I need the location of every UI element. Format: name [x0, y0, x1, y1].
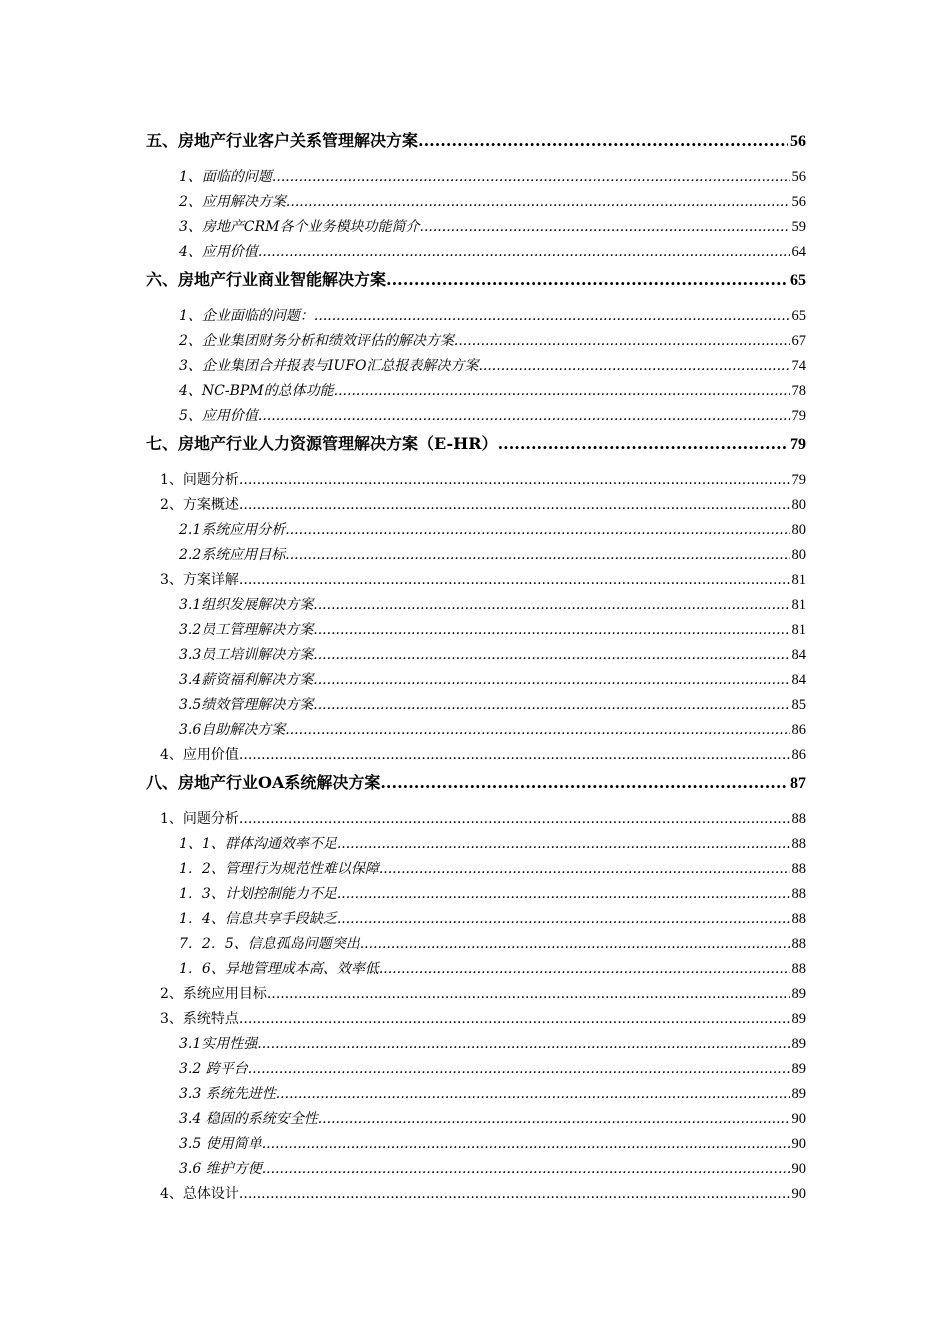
- toc-page-number: 56: [790, 133, 806, 150]
- toc-dot-leader: [285, 518, 789, 543]
- toc-page-number: 88: [791, 811, 806, 827]
- toc-entry-title: 五、房地产行业客户关系管理解决方案: [146, 131, 419, 150]
- toc-page-number: 88: [791, 861, 806, 877]
- toc-page-number: 89: [791, 986, 806, 1002]
- toc-section-entry[interactable]: [146, 404, 806, 429]
- toc-section-entry[interactable]: [146, 1132, 806, 1157]
- toc-dot-leader: [478, 354, 789, 379]
- toc-page-number: 85: [791, 697, 806, 713]
- toc-entry-title: 1、企业面临的问题：: [179, 308, 314, 324]
- toc-section-entry[interactable]: [146, 1082, 806, 1107]
- toc-section-entry[interactable]: [146, 957, 806, 982]
- toc-entry-title: 3.5 使用简单: [179, 1136, 262, 1152]
- toc-page-number: 56: [791, 169, 806, 185]
- toc-dot-leader: [276, 1082, 790, 1107]
- toc-section-entry[interactable]: [146, 165, 806, 190]
- toc-section-entry[interactable]: [146, 832, 806, 857]
- toc-page-number: 64: [791, 244, 806, 260]
- toc-entry-title: 3.6 维护方便: [179, 1161, 262, 1177]
- toc-dot-leader: [285, 718, 789, 743]
- table-of-contents: [146, 126, 806, 1207]
- toc-page-number: 88: [791, 961, 806, 977]
- toc-section-entry[interactable]: [146, 618, 806, 643]
- toc-entry-title: 七、房地产行业人力资源管理解决方案（E-HR）: [146, 434, 498, 453]
- toc-page-number: 89: [791, 1086, 806, 1102]
- toc-section-entry[interactable]: [146, 518, 806, 543]
- toc-dot-leader: [318, 1107, 790, 1132]
- toc-page-number: 90: [791, 1161, 806, 1177]
- toc-section-entry[interactable]: [146, 807, 806, 832]
- toc-entry-title: 1、1、群体沟通效率不足: [179, 836, 337, 852]
- toc-entry-title: 1、问题分析: [160, 472, 239, 488]
- toc-entry-title: 1、面临的问题: [179, 169, 272, 185]
- toc-chapter-entry[interactable]: [146, 772, 806, 794]
- toc-page-number: 59: [791, 219, 806, 235]
- toc-dot-leader: [313, 668, 789, 693]
- toc-dot-leader: [239, 807, 790, 832]
- toc-section-entry[interactable]: [146, 190, 806, 215]
- toc-section-entry[interactable]: [146, 329, 806, 354]
- toc-page-number: 80: [791, 497, 806, 513]
- toc-page-number: 89: [791, 1011, 806, 1027]
- toc-page-number: 67: [791, 333, 806, 349]
- toc-section-entry[interactable]: [146, 493, 806, 518]
- toc-dot-leader: [272, 165, 790, 190]
- toc-dot-leader: [379, 857, 790, 882]
- toc-section-entry[interactable]: [146, 593, 806, 618]
- toc-entry-title: 3.1组织发展解决方案: [179, 597, 314, 613]
- toc-entry-title: 5、应用价值: [179, 408, 258, 424]
- toc-section-entry[interactable]: [146, 354, 806, 379]
- toc-section-entry[interactable]: [146, 568, 806, 593]
- toc-entry-title: 4、NC-BPM的总体功能: [179, 383, 334, 399]
- toc-dot-leader: [285, 543, 789, 568]
- toc-dot-leader: [262, 1132, 790, 1157]
- toc-dot-leader: [313, 693, 789, 718]
- toc-page-number: 81: [791, 597, 806, 613]
- toc-dot-leader: [337, 907, 790, 932]
- toc-dot-leader: [360, 932, 790, 957]
- toc-dot-leader: [239, 1182, 790, 1207]
- toc-section-entry[interactable]: [146, 1157, 806, 1182]
- toc-dot-leader: [286, 190, 790, 215]
- toc-dot-leader: [313, 618, 789, 643]
- toc-page-number: 89: [791, 1036, 806, 1052]
- toc-page-number: 86: [791, 722, 806, 738]
- toc-page-number: 65: [790, 272, 806, 289]
- toc-dot-leader: [313, 593, 789, 618]
- toc-entry-title: 4、应用价值: [179, 244, 258, 260]
- toc-section-entry[interactable]: [146, 240, 806, 265]
- toc-dot-leader: [313, 643, 789, 668]
- toc-entry-title: 4、总体设计: [160, 1186, 239, 1202]
- toc-chapter-entry[interactable]: [146, 130, 806, 152]
- toc-dot-leader: [267, 982, 790, 1007]
- toc-dot-leader: [379, 957, 790, 982]
- toc-entry-title: 3、方案详解: [160, 572, 239, 588]
- toc-page-number: 80: [791, 547, 806, 563]
- toc-chapter-entry[interactable]: [146, 433, 806, 455]
- toc-page-number: 78: [791, 383, 806, 399]
- toc-section-entry[interactable]: [146, 543, 806, 568]
- toc-section-entry[interactable]: [146, 1182, 806, 1207]
- toc-page-number: 74: [791, 358, 806, 374]
- toc-section-entry[interactable]: [146, 982, 806, 1007]
- toc-section-entry[interactable]: [146, 215, 806, 240]
- toc-entry-title: 1、问题分析: [160, 811, 239, 827]
- toc-dot-leader: [239, 468, 790, 493]
- toc-entry-title: 1．3、计划控制能力不足: [179, 886, 337, 902]
- toc-dot-leader: [248, 1057, 790, 1082]
- toc-entry-title: 3.5绩效管理解决方案: [179, 697, 314, 713]
- toc-page-number: 80: [791, 522, 806, 538]
- toc-dot-leader: [239, 493, 790, 518]
- toc-section-entry[interactable]: [146, 1007, 806, 1032]
- toc-dot-leader: [380, 772, 788, 794]
- toc-section-entry[interactable]: [146, 743, 806, 768]
- toc-dot-leader: [337, 882, 790, 907]
- toc-dot-leader: [239, 1007, 790, 1032]
- toc-section-entry[interactable]: [146, 932, 806, 957]
- toc-dot-leader: [239, 743, 790, 768]
- toc-page-number: 88: [791, 836, 806, 852]
- toc-page-number: 90: [791, 1136, 806, 1152]
- toc-entry-title: 八、房地产行业OA系统解决方案: [146, 773, 381, 792]
- toc-entry-title: 1．4、信息共享手段缺乏: [179, 911, 337, 927]
- toc-entry-title: 2、应用解决方案: [179, 194, 286, 210]
- toc-page-number: 90: [791, 1111, 806, 1127]
- toc-section-entry[interactable]: [146, 718, 806, 743]
- toc-section-entry[interactable]: [146, 907, 806, 932]
- toc-page-number: 86: [791, 747, 806, 763]
- toc-dot-leader: [418, 130, 788, 152]
- toc-dot-leader: [258, 240, 790, 265]
- toc-dot-leader: [239, 568, 790, 593]
- toc-page-number: 88: [791, 911, 806, 927]
- toc-entry-title: 六、房地产行业商业智能解决方案: [146, 270, 387, 289]
- toc-entry-title: 2.2系统应用目标: [179, 547, 286, 563]
- toc-entry-title: 3、企业集团合并报表与IUFO汇总报表解决方案: [179, 358, 479, 374]
- toc-entry-title: 3.4 稳固的系统安全性: [179, 1111, 318, 1127]
- toc-entry-title: 7．2．5、信息孤岛问题突出: [179, 936, 360, 952]
- toc-dot-leader: [257, 1032, 789, 1057]
- toc-chapter-entry[interactable]: [146, 269, 806, 291]
- toc-entry-title: 3.3员工培训解决方案: [179, 647, 314, 663]
- toc-entry-title: 3.4薪资福利解决方案: [179, 672, 314, 688]
- toc-section-entry[interactable]: [146, 304, 806, 329]
- toc-page-number: 88: [791, 936, 806, 952]
- toc-page-number: 79: [790, 436, 806, 453]
- toc-dot-leader: [420, 215, 790, 240]
- toc-section-entry[interactable]: [146, 1057, 806, 1082]
- toc-section-entry[interactable]: [146, 857, 806, 882]
- toc-entry-title: 2、企业集团财务分析和绩效评估的解决方案: [179, 333, 454, 349]
- toc-entry-title: 3.3 系统先进性: [179, 1086, 276, 1102]
- toc-page-number: 79: [791, 472, 806, 488]
- toc-section-entry[interactable]: [146, 643, 806, 668]
- toc-entry-title: 2、方案概述: [160, 497, 239, 513]
- toc-entry-title: 4、应用价值: [160, 747, 239, 763]
- toc-page-number: 81: [791, 622, 806, 638]
- toc-entry-title: 3、系统特点: [160, 1011, 239, 1027]
- toc-page-number: 65: [791, 308, 806, 324]
- toc-entry-title: 3.2 跨平台: [179, 1061, 248, 1077]
- toc-dot-leader: [262, 1157, 790, 1182]
- toc-page-number: 90: [791, 1186, 806, 1202]
- toc-page-number: 87: [790, 775, 806, 792]
- toc-page-number: 81: [791, 572, 806, 588]
- toc-dot-leader: [334, 379, 790, 404]
- toc-entry-title: 3.1实用性强: [179, 1036, 258, 1052]
- toc-section-entry[interactable]: [146, 468, 806, 493]
- toc-entry-title: 2、系统应用目标: [160, 986, 267, 1002]
- toc-dot-leader: [454, 329, 790, 354]
- toc-entry-title: 1．6、异地管理成本高、效率低: [179, 961, 379, 977]
- toc-entry-title: 3.2员工管理解决方案: [179, 622, 314, 638]
- toc-section-entry[interactable]: [146, 1107, 806, 1132]
- toc-dot-leader: [498, 433, 788, 455]
- toc-section-entry[interactable]: [146, 668, 806, 693]
- toc-page-number: 89: [791, 1061, 806, 1077]
- toc-page-number: 56: [791, 194, 806, 210]
- toc-entry-title: 2.1系统应用分析: [179, 522, 286, 538]
- toc-section-entry[interactable]: [146, 693, 806, 718]
- toc-section-entry[interactable]: [146, 379, 806, 404]
- toc-page-number: 88: [791, 886, 806, 902]
- toc-section-entry[interactable]: [146, 882, 806, 907]
- toc-entry-title: 1．2、管理行为规范性难以保障: [179, 861, 379, 877]
- toc-entry-title: 3、房地产CRM各个业务模块功能简介: [179, 219, 420, 235]
- toc-page-number: 84: [791, 647, 806, 663]
- toc-page-number: 79: [791, 408, 806, 424]
- toc-dot-leader: [337, 832, 790, 857]
- toc-dot-leader: [314, 304, 790, 329]
- toc-entry-title: 3.6自助解决方案: [179, 722, 286, 738]
- toc-dot-leader: [258, 404, 790, 429]
- toc-section-entry[interactable]: [146, 1032, 806, 1057]
- toc-page-number: 84: [791, 672, 806, 688]
- toc-dot-leader: [386, 269, 788, 291]
